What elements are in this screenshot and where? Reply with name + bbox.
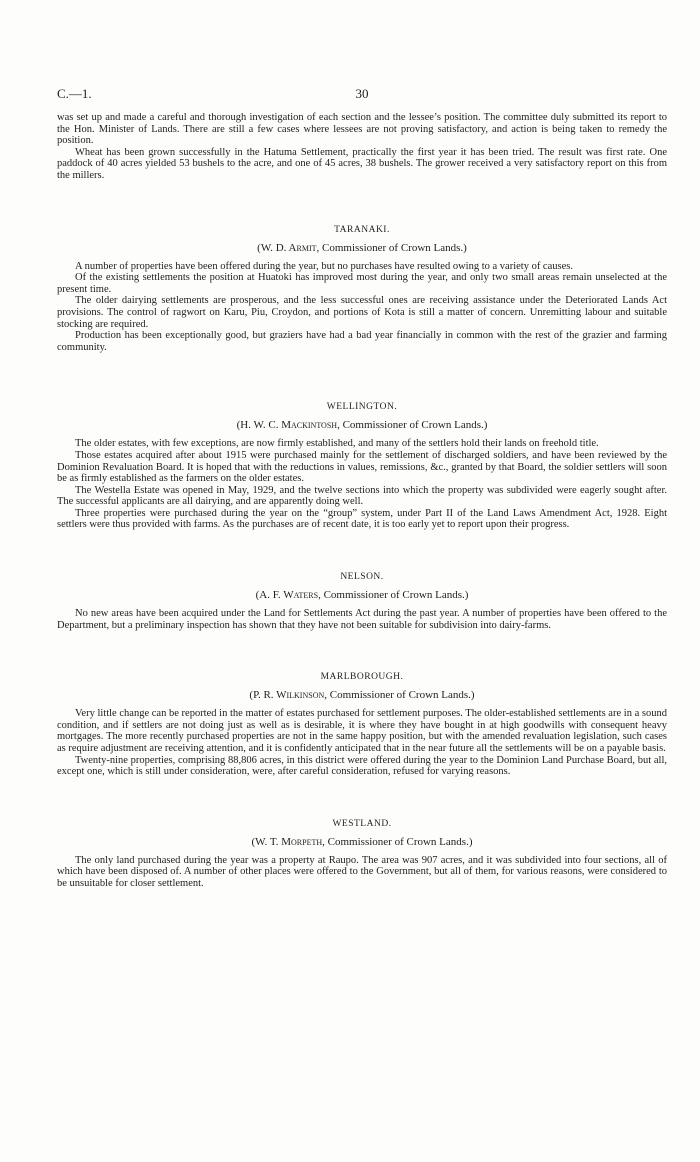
commissioner-role: , Commissioner of Crown Lands.) [324, 689, 475, 702]
commissioner-name: A. F. Waters [259, 589, 319, 602]
section-paragraph: No new areas have been acquired under the Land for Settlements Act during the past year. A number of properties have been offered to the Department, but a preliminary inspection has shown that they have not been suitable for subdivision into dairy-farms. [57, 608, 667, 631]
commissioner-name: W. T. Morpeth [255, 835, 323, 848]
section-heading: MARLBOROUGH. [320, 672, 404, 683]
commissioner-line: (W. T. Morpeth, Commissioner of Crown Lands.) [251, 835, 473, 848]
commissioner-name: P. R. Wilkinson [253, 689, 325, 702]
commissioner-role: , Commissioner of Crown Lands.) [316, 241, 467, 254]
section-heading: WESTLAND. [332, 818, 392, 829]
commissioner-line: (A. F. Waters, Commissioner of Crown Lands.) [255, 589, 469, 602]
section-marlborough [57, 671, 667, 778]
commissioner-role: , Commissioner of Crown Lands.) [337, 419, 488, 432]
section-paragraph: The Westella Estate was opened in May, 1929, and the twelve sections into which the property was subdivided were eagerly sought after. The successful applicants are all dairying, and are apparently doing well. [57, 484, 667, 508]
section-paragraph: The only land purchased during the year was a property at Raupo. The area was 907 acres, and it was subdivided into four sections, all of which have been disposed of. A number of other places were offered to the Government, but all of them, for various reasons, were considered to be unsuitable for closer settlement. [57, 854, 667, 889]
section-paragraph: The older estates, with few exceptions, are now firmly established, and many of the settlers hold their lands on freehold title. [75, 438, 599, 450]
section-paragraph: The older dairying settlements are prosperous, and the less successful ones are receiving assistance under the Deteriorated Lands Act provisions. The control of ragwort on Karu, Piu, Croydon, and portions of Kota is still a matter of concern. Unremitting labour and suitable stocking are required. [57, 295, 667, 330]
commissioner-role: , Commissioner of Crown Lands.) [318, 589, 469, 602]
section-paragraph: A number of properties have been offered during the year, but no purchases have resulted owing to a variety of causes. [75, 260, 573, 272]
page-number: 30 [355, 86, 369, 101]
section-nelson [57, 571, 667, 631]
section-westland [57, 818, 667, 890]
section-paragraph: Three properties were purchased during the year on the “group” system, under Part II of the Land Laws Amendment Act, 1928. Eight settlers were thus provided with farms. As the purchases are of recent date, it is too early yet to report upon their progress. [57, 507, 667, 531]
intro-paragraph: was set up and made a careful and thorough investigation of each section and the lessee’s position. The committee duly submitted its report to the Hon. Minister of Lands. There are still a few cases where lessees are not proving satisfactory, and action is being taken to remedy the position. [57, 112, 667, 147]
commissioner-name: H. W. C. Mackintosh [240, 419, 338, 432]
section-paragraph: Those estates acquired after about 1915 were purchased mainly for the settlement of discharged soldiers, and have been reviewed by the Dominion Revaluation Board. It is hoped that with the reductions in values, remissions, &c., granted by that Board, the soldier settlers will soon be as firmly established as the farmers on the older estates. [57, 449, 667, 485]
page-body [57, 112, 667, 890]
document-reference: C.—1. [57, 86, 92, 101]
section-wellington [57, 401, 667, 531]
page-header [57, 86, 667, 104]
commissioner-name: W. D. Armit [260, 241, 317, 254]
section-heading: NELSON. [340, 572, 384, 583]
section-paragraph: Of the existing settlements the position at Huatoki has improved most during the year, and only two small areas remain unselected at the present time. [57, 272, 667, 295]
intro-paragraph: Wheat has been grown successfully in the Hatuma Settlement, practically the first year it has been tried. The result was first rate. One paddock of 40 acres yielded 53 bushels to the acre, and one of 45 acres, 38 bushels. The grower received a very satisfactory report on this from the millers. [57, 146, 667, 181]
section-taranaki [57, 224, 667, 354]
commissioner-role: , Commissioner of Crown Lands.) [322, 835, 473, 848]
section-paragraph: Very little change can be reported in the matter of estates purchased for settlement purposes. The older-established settlements are in a sound condition, and if settlers are not doing just as well as is desirable, it is where they have bought in at high goodwills with consequent heavy mortgages. The more recently purchased properties are not in the same happy position, but with the amended revaluation legislation, such cases as require adjustment are receiving attention, and it is confidently anticipated that in the near future all the settlements will be on a payable basis. [57, 708, 667, 755]
commissioner-line: (H. W. C. Mackintosh, Commissioner of Crown Lands.) [236, 419, 488, 432]
section-heading: TARANAKI. [334, 224, 390, 235]
commissioner-line: (P. R. Wilkinson, Commissioner of Crown Lands.) [249, 689, 475, 702]
section-heading: WELLINGTON. [326, 402, 398, 413]
intro-text [57, 112, 667, 182]
section-paragraph: Twenty-nine properties, comprising 88,806 acres, in this district were offered during the year to the Dominion Land Purchase Board, but all, except one, which is still under consideration, were, after careful consideration, refused for varying reasons. [57, 754, 667, 778]
commissioner-line: (W. D. Armit, Commissioner of Crown Lands.) [257, 241, 467, 254]
section-paragraph: Production has been exceptionally good, but graziers have had a bad year financially in common with the rest of the grazier and farming community. [57, 330, 667, 353]
